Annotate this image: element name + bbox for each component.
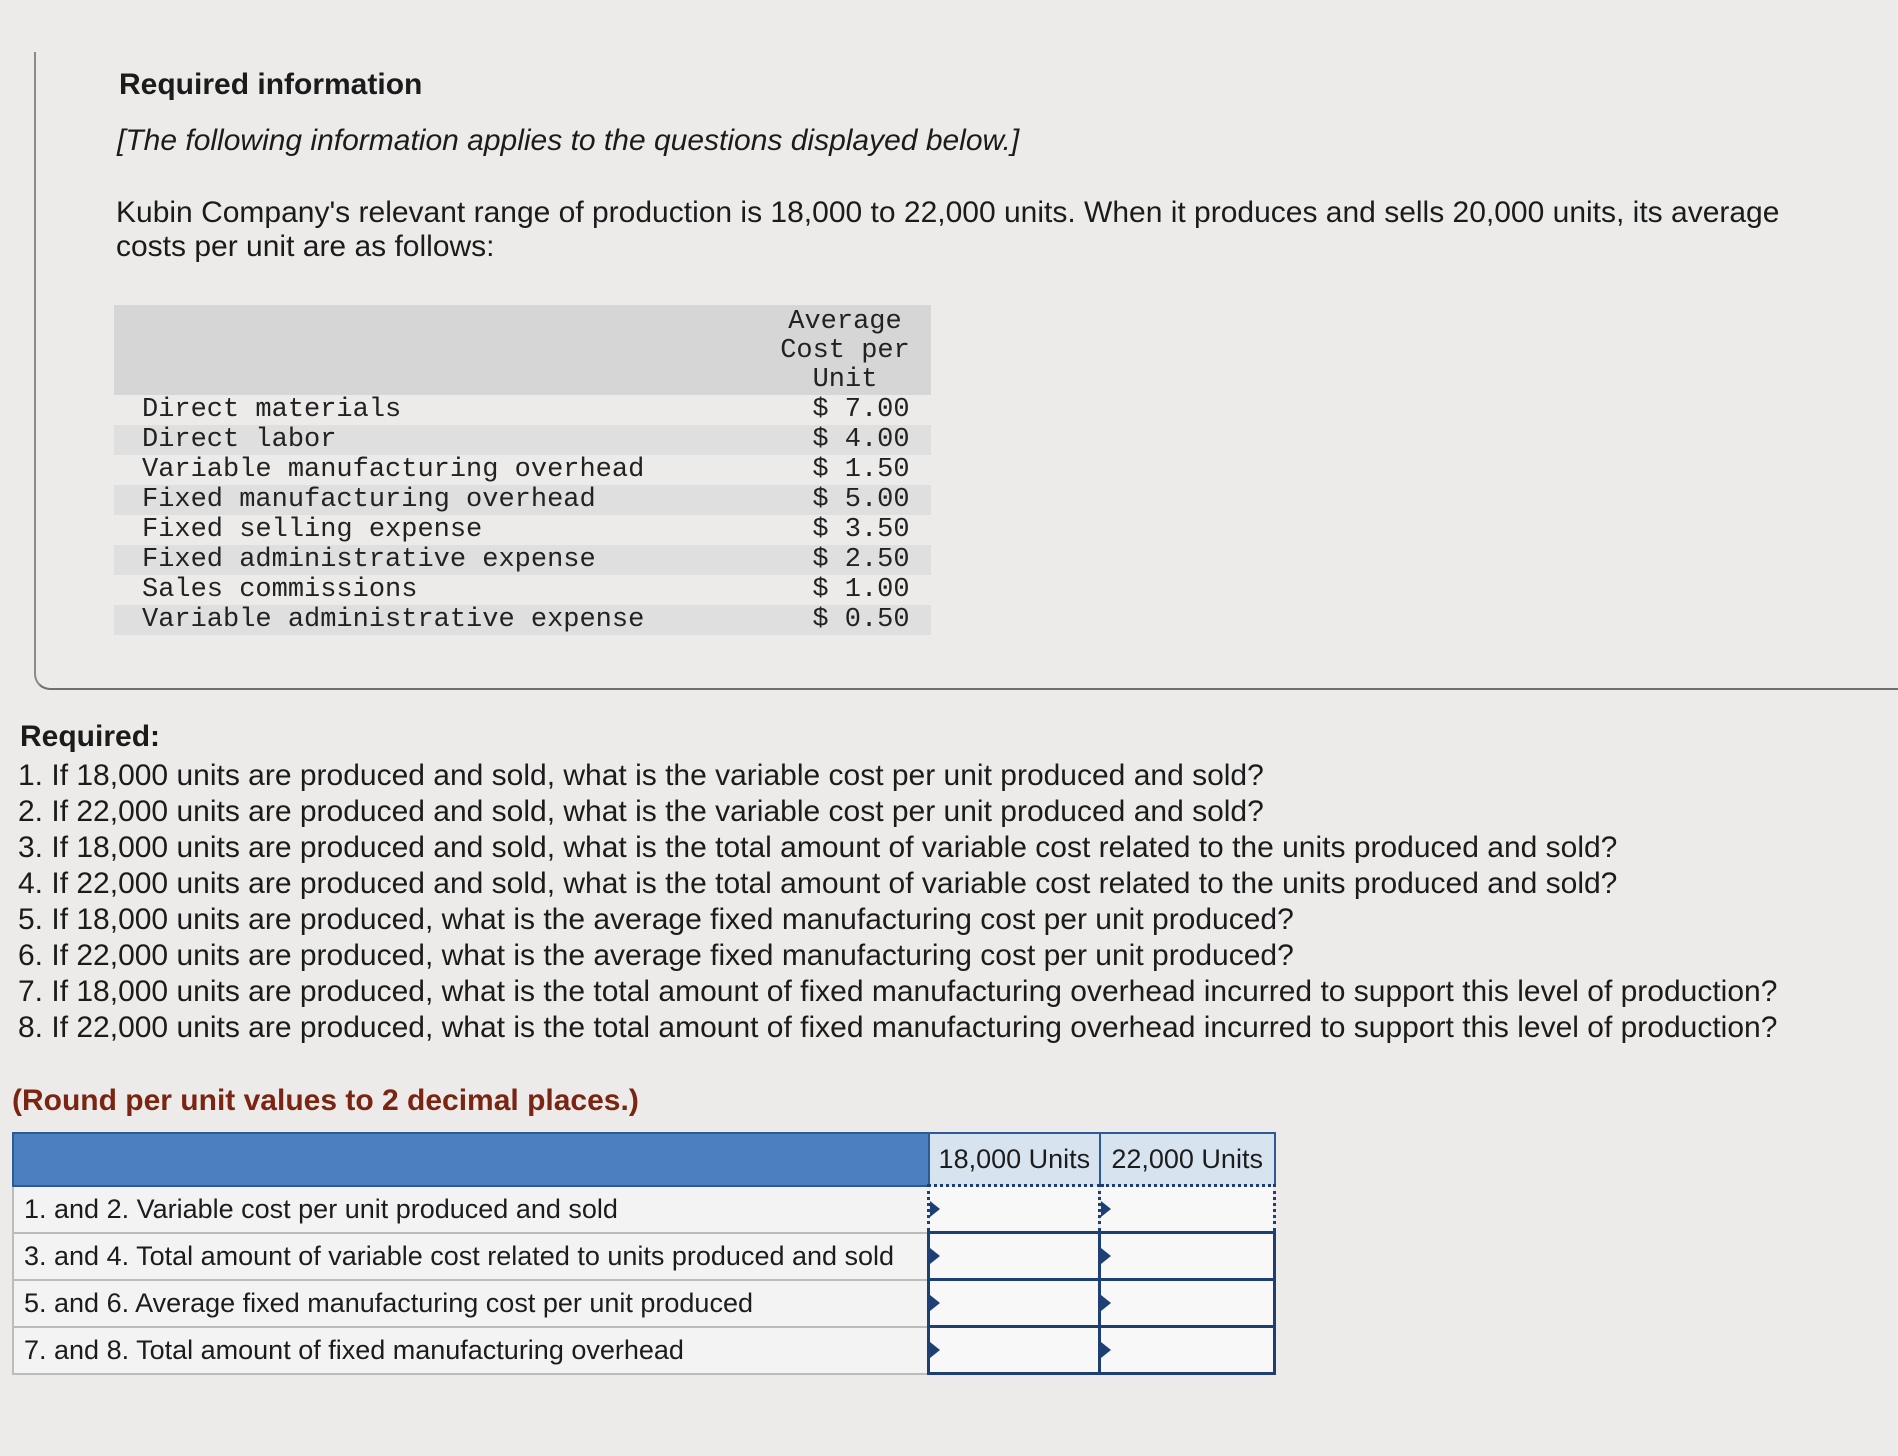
answer-cell[interactable]: [1100, 1233, 1275, 1280]
cost-amount: $ 4.00: [812, 425, 910, 455]
answer-cell[interactable]: [1100, 1327, 1275, 1374]
cost-amount: $ 1.50: [812, 455, 910, 485]
question-item: 4. If 22,000 units are produced and sold, what is the total amount of variable cost related to the units produced and sold?: [18, 867, 1618, 900]
intro-text: Kubin Company's relevant range of production is 18,000 to 22,000 units. When it produces and sells 20,000 units, its average costs per unit are as follows:: [116, 196, 1780, 263]
question-item: 8. If 22,000 units are produced, what is the total amount of fixed manufacturing overhead incurred to support this level of production?: [18, 1011, 1778, 1044]
required-title: Required:: [20, 720, 161, 753]
cost-label: Variable administrative expense: [142, 605, 645, 635]
cost-row: [114, 455, 931, 485]
cost-label: Sales commissions: [142, 575, 418, 605]
row-label: 7. and 8. Total amount of fixed manufacturing overhead: [13, 1327, 929, 1374]
question-item: 6. If 22,000 units are produced, what is the average fixed manufacturing cost per unit produced?: [18, 939, 1294, 972]
cost-row: [114, 395, 931, 425]
answer-header-blank: [13, 1133, 929, 1186]
cost-row: [114, 425, 931, 455]
answer-row-total-fixed-overhead: [13, 1327, 1275, 1374]
cost-label: Variable manufacturing overhead: [142, 455, 645, 485]
answer-input-18000[interactable]: [930, 1189, 1098, 1229]
cost-row: [114, 485, 931, 515]
cost-amount: $ 7.00: [812, 395, 910, 425]
answer-cell[interactable]: [929, 1327, 1100, 1374]
cost-amount: $ 5.00: [812, 485, 910, 515]
answer-cell[interactable]: [929, 1280, 1100, 1327]
question-list: [18, 758, 1896, 1046]
answer-cell[interactable]: [929, 1233, 1100, 1280]
answer-input-18000[interactable]: [930, 1236, 1098, 1276]
cost-column-header: Average Cost per Unit: [780, 307, 910, 395]
cost-label: Fixed selling expense: [142, 515, 483, 545]
question-item: 7. If 18,000 units are produced, what is the total amount of fixed manufacturing overhead incurred to support this level of production?: [18, 975, 1778, 1008]
question-item: 1. If 18,000 units are produced and sold, what is the variable cost per unit produced and sold?: [18, 759, 1264, 792]
answer-cell[interactable]: [929, 1186, 1100, 1233]
cost-label: Direct materials: [142, 395, 402, 425]
required-information-title: Required information: [119, 68, 423, 101]
info-note: [The following information applies to the questions displayed below.]: [117, 124, 1020, 157]
cost-amount: $ 2.50: [812, 545, 910, 575]
answer-row-variable-cost-per-unit: [13, 1186, 1275, 1233]
cost-amount: $ 3.50: [812, 515, 910, 545]
answer-input-22000[interactable]: [1101, 1330, 1273, 1370]
answer-row-total-variable-cost: [13, 1233, 1275, 1280]
row-label: 3. and 4. Total amount of variable cost related to units produced and sold: [13, 1233, 929, 1280]
column-header-22000: 22,000 Units: [1100, 1133, 1275, 1186]
cost-label: Fixed administrative expense: [142, 545, 596, 575]
answer-table: [12, 1132, 1276, 1375]
cost-label: Fixed manufacturing overhead: [142, 485, 596, 515]
cost-row: [114, 575, 931, 605]
answer-cell[interactable]: [1100, 1186, 1275, 1233]
cost-label: Direct labor: [142, 425, 337, 455]
row-label: 5. and 6. Average fixed manufacturing cost per unit produced: [13, 1280, 929, 1327]
answer-row-average-fixed-cost: [13, 1280, 1275, 1327]
answer-table-header: [13, 1133, 1275, 1186]
answer-cell[interactable]: [1100, 1280, 1275, 1327]
row-label: 1. and 2. Variable cost per unit produced and sold: [13, 1186, 929, 1233]
question-item: 2. If 22,000 units are produced and sold, what is the variable cost per unit produced and sold?: [18, 795, 1264, 828]
answer-input-22000[interactable]: [1101, 1189, 1273, 1229]
cost-amount: $ 1.00: [812, 575, 910, 605]
column-header-18000: 18,000 Units: [929, 1133, 1100, 1186]
answer-input-22000[interactable]: [1101, 1236, 1273, 1276]
cost-row: [114, 515, 931, 545]
cost-row: [114, 545, 931, 575]
answer-input-18000[interactable]: [930, 1283, 1098, 1323]
rounding-instruction: (Round per unit values to 2 decimal places.): [12, 1084, 639, 1117]
answer-input-18000[interactable]: [930, 1330, 1098, 1370]
question-item: 3. If 18,000 units are produced and sold, what is the total amount of variable cost related to the units produced and sold?: [18, 831, 1618, 864]
question-item: 5. If 18,000 units are produced, what is the average fixed manufacturing cost per unit produced?: [18, 903, 1294, 936]
cost-row: [114, 605, 931, 635]
cost-table: [114, 395, 931, 635]
cost-amount: $ 0.50: [812, 605, 910, 635]
answer-input-22000[interactable]: [1101, 1283, 1273, 1323]
